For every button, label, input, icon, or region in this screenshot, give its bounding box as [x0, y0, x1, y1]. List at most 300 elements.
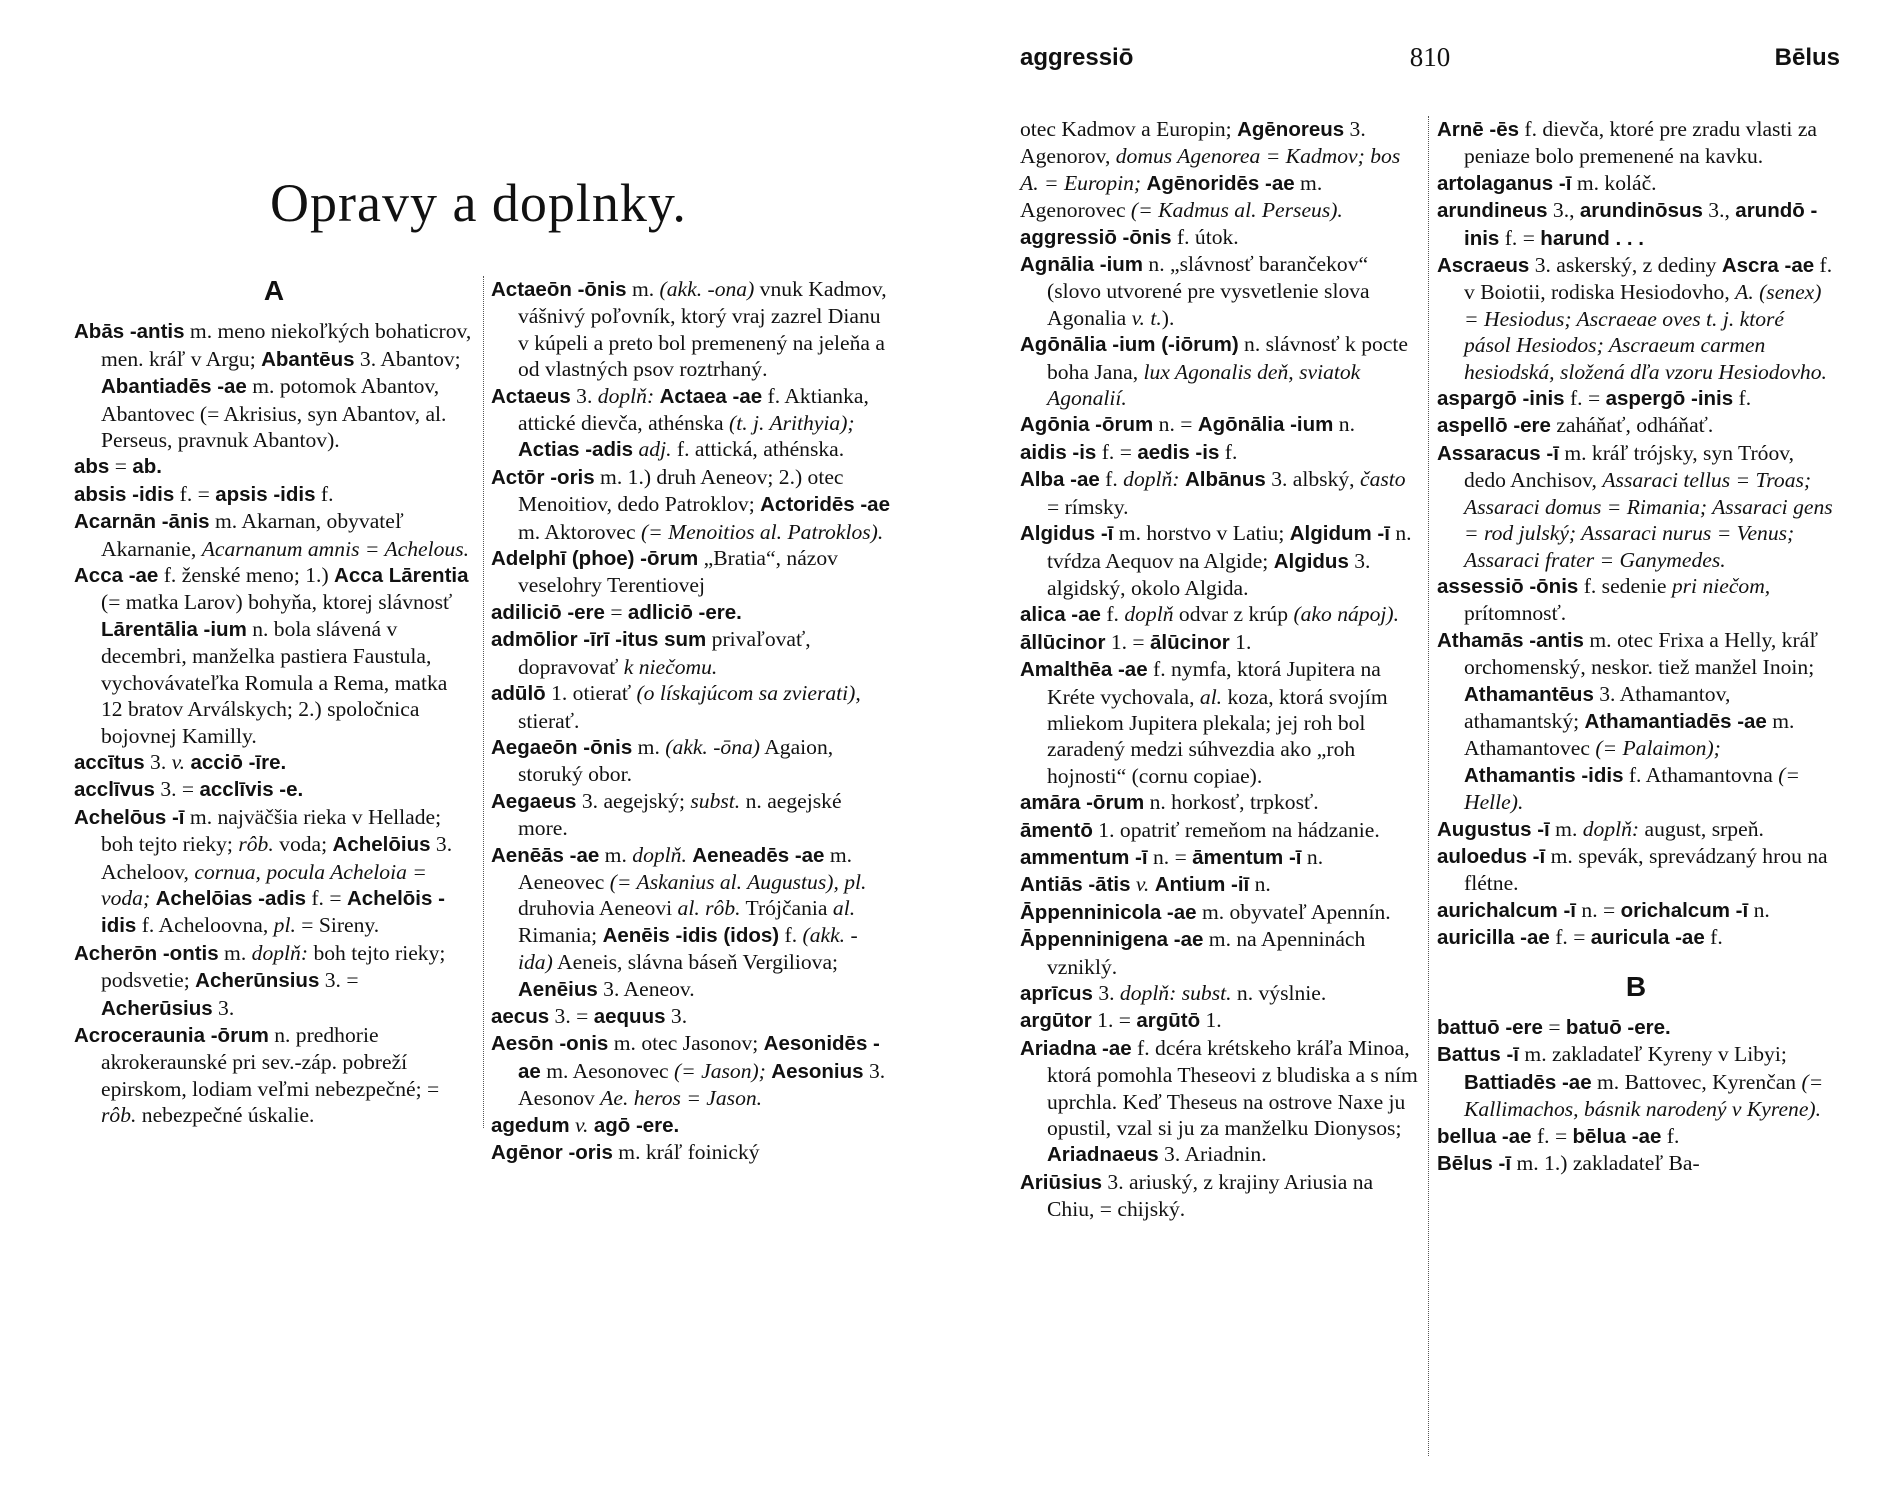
headword: Algidus -ī [1020, 522, 1114, 546]
headword: Aesonius [771, 1059, 864, 1083]
italic-gloss: (= Kallimachos, básnik narodený v Kyrene). [1464, 1069, 1824, 1122]
italic-gloss: v. [171, 749, 186, 774]
definition: = [109, 454, 133, 479]
dictionary-entry [74, 804, 474, 940]
headword: Adelphī (phoe) -ōrum [491, 547, 699, 571]
definition: = Sireny. [295, 913, 380, 938]
dictionary-entry [1020, 980, 1420, 1007]
headword: Agēnoreus [1237, 118, 1345, 141]
definition: m. 1.) druh Aeneov; 2.) otec Menoitiov, dedo Patroklov; [518, 464, 844, 517]
definition: august, srpeň. [1639, 816, 1764, 841]
headword: Agēnoridēs -ae [1146, 171, 1295, 195]
dictionary-entry [491, 788, 890, 842]
definition: 3. = [549, 1003, 594, 1028]
definition: m. zakladateľ Kyreny v Libyi; [1519, 1042, 1787, 1067]
dictionary-entry [491, 276, 890, 383]
definition: m. otec Frixa a Helly, kráľ orchomenský, neskor. tiež manžel Inoin; [1464, 627, 1818, 680]
definition: n. [1301, 844, 1324, 869]
headword: bellua -ae [1437, 1124, 1532, 1148]
definition: n. aegejské more. [518, 788, 842, 841]
column-divider [483, 276, 484, 1128]
definition: f. = [1096, 439, 1138, 464]
definition: 3. albský, [1265, 467, 1360, 492]
italic-gloss: (ako nápoj). [1293, 602, 1399, 627]
headword: Battus -ī [1437, 1043, 1519, 1067]
definition: f. [1733, 386, 1752, 411]
headword: Āppenninigena -ae [1020, 928, 1204, 952]
dictionary-entry [1020, 1035, 1420, 1169]
dictionary-entry [1437, 627, 1835, 816]
headword: Augustus -ī [1437, 817, 1550, 841]
definition: 3. Acheloov, [101, 832, 453, 884]
headword: aidis -is [1020, 440, 1097, 464]
definition: n. [1249, 872, 1271, 897]
dictionary-entry [1020, 251, 1420, 331]
italic-gloss: cornua, pocula Acheloia = voda; [101, 859, 427, 910]
italic-gloss: rôb. [101, 1103, 137, 1128]
dictionary-entry [1437, 924, 1835, 951]
italic-gloss: doplň. [632, 842, 687, 867]
dictionary-entry [1020, 817, 1420, 844]
italic-gloss: al. [832, 896, 856, 921]
headword: agō -ere. [593, 1113, 680, 1137]
dictionary-entry [1020, 789, 1420, 816]
running-head-last-word: Bēlus [1774, 44, 1840, 71]
definition: ). [1161, 305, 1175, 330]
headword: aequus [593, 1004, 666, 1028]
definition: f. ženské meno; 1.) [158, 563, 335, 588]
dictionary-entry [1020, 520, 1420, 601]
dictionary-entry [491, 680, 890, 734]
dictionary-entry [1437, 843, 1835, 897]
headword: aggressiō -ōnis [1020, 225, 1172, 249]
headword: Agōnālia -ium [1197, 413, 1334, 437]
headword: Abās -antis [74, 320, 185, 344]
headword: Lārentālia -ium [101, 617, 247, 641]
dictionary-entry [491, 734, 890, 788]
dictionary-entry [491, 842, 890, 1003]
italic-gloss: v. [575, 1112, 589, 1137]
definition: n. tvŕdza Aequov na Algide; [1047, 521, 1412, 573]
definition: m. meno niekoľkých bohaticrov, men. kráľ v Argu; [101, 319, 472, 371]
definition: (= matka Larov) bohyňa, ktorej slávnosť [101, 590, 453, 615]
definition: f. dcéra krétskeho kráľa Minoa, ktorá pomohla Theseovi z bludiska a s ním uprchla. Keď Theseus na ostrove Naxe ju opustil, vzal si ju za manželku Dionysos; [1047, 1035, 1418, 1141]
dictionary-entry [1437, 573, 1835, 627]
headword: Aegaeōn -ōnis [491, 735, 633, 759]
headword: Abantēus [261, 347, 355, 371]
running-head-first-word: aggressiō [1020, 44, 1134, 71]
headword: agedum [491, 1113, 570, 1137]
definition: 1. [1229, 629, 1252, 654]
headword: Battiadēs -ae [1464, 1070, 1592, 1094]
definition: m. kráľ foinický [612, 1140, 760, 1164]
headword: arundō -inis [1464, 199, 1818, 250]
definition: n. = [1576, 897, 1621, 922]
dictionary-entry [491, 464, 890, 545]
headword: ālūcinor [1150, 630, 1230, 654]
dictionary-entry [1437, 385, 1835, 412]
definition: n. výslnie. [1231, 981, 1327, 1005]
definition: zaháňať, odháňať. [1550, 413, 1714, 438]
definition: 3. [144, 749, 172, 774]
headword: acciō -īre. [190, 750, 287, 774]
definition: m. Aktorovec [518, 519, 641, 544]
headword: arundinōsus [1579, 199, 1703, 223]
dictionary-entry [491, 1030, 890, 1111]
headword: argūtor [1020, 1009, 1092, 1033]
definition: m. Athamantovec [1464, 708, 1795, 761]
headword: āmentum -ī [1192, 845, 1302, 869]
definition: koza, ktorá svojím mliekom Jupitera plekala; jej roh bol zaradený medzi súhvezdia ako „roh hojnosti“ (cornu copiae). [1047, 684, 1388, 788]
headword: Agōnia -ōrum [1020, 413, 1154, 437]
headword: bēlua -ae [1572, 1124, 1662, 1148]
definition: m. obyvateľ Apennín. [1196, 899, 1391, 924]
definition: m. 1.) zakladateľ Ba- [1511, 1151, 1700, 1176]
italic-gloss: doplň: [251, 940, 309, 965]
definition: 3. Agenorov, [1020, 117, 1366, 169]
definition: 3., [1702, 198, 1736, 223]
italic-gloss: (= Jason); [673, 1058, 766, 1083]
definition: 3. algidský, okolo Algida. [1047, 548, 1371, 600]
definition: f. [1704, 925, 1723, 950]
headword: apsis -idis [215, 482, 316, 506]
dictionary-entry [1437, 412, 1835, 439]
headword: Aesōn -onis [491, 1032, 609, 1056]
headword: Agōnālia -ium (-iōrum) [1020, 333, 1239, 357]
italic-gloss: doplň: [597, 383, 655, 408]
definition: n. bola slávená v decembri, manželka pastiera Faustula, vychovávateľka Romula a Rema, matka 12 bratov Arválskych; 2.) spoločnica bojovnej Kamilly. [101, 616, 448, 748]
dictionary-entry [1437, 252, 1835, 385]
italic-gloss: (= Kadmus al. Perseus). [1130, 198, 1343, 223]
definition: n. = [1147, 844, 1193, 869]
italic-gloss: doplň: subst. [1119, 981, 1232, 1005]
headword: aecus [491, 1004, 550, 1028]
headword: artolaganus -ī [1437, 171, 1572, 195]
headword: acclīvis -e. [199, 778, 304, 802]
dictionary-entry [1020, 224, 1420, 251]
definition: f. = [1564, 386, 1606, 411]
headword: harund . . . [1540, 226, 1644, 250]
definition: f. [1661, 1123, 1680, 1148]
definition: f. Aktianka, attické dievča, athénska [518, 383, 869, 436]
headword: Aegaeus [491, 789, 577, 813]
definition: Aeneis, slávna báseň Vergiliova; [552, 950, 839, 975]
headword: Assaracus -ī [1437, 441, 1559, 465]
dictionary-entry [1020, 1007, 1420, 1034]
headword: Acherūnsius [195, 969, 320, 993]
headword: Amalthēa -ae [1020, 658, 1148, 682]
definition: 3. [212, 995, 235, 1020]
headword: auricilla -ae [1437, 926, 1550, 950]
headword: Actias -adis [518, 438, 634, 462]
section-heading-a: A [263, 275, 285, 306]
headword: adūlō [491, 682, 546, 706]
headword: Aenēās -ae [491, 843, 600, 867]
definition: f. [1100, 602, 1125, 627]
headword: auloedus -ī [1437, 844, 1546, 868]
dictionary-entry [1020, 331, 1420, 411]
definition: druhovia Aeneovi [518, 896, 678, 921]
headword: Aenēius [518, 977, 598, 1001]
headword: accītus [74, 750, 145, 774]
headword: Actōr -oris [491, 465, 595, 489]
dictionary-entry [1437, 897, 1835, 924]
dictionary-entry [1437, 1014, 1835, 1041]
definition: m. potomok Abantov, Abantovec (= Akrisius, syn Abantov, al. Perseus, pravnuk Abantov). [101, 374, 447, 453]
right-column-2 [1437, 116, 1835, 1177]
definition: 3. Athamantov, athamantský; [1464, 681, 1731, 733]
headword: amāra -ōrum [1020, 791, 1145, 815]
definition: f. útok. [1171, 224, 1239, 249]
definition: n. „slávnosť barančekov“ (slovo utvorené pre vysvetlenie slova Agonalia [1047, 252, 1370, 330]
definition: n. = [1153, 412, 1198, 437]
dictionary-entry [491, 1112, 890, 1139]
headword: adiliciō -ere [491, 600, 605, 624]
definition: f. = [1531, 1123, 1573, 1148]
headword: Athamantēus [1464, 682, 1594, 706]
definition: n. predhorie akrokeraunské pri sev.-záp. pobreží epirskom, lodiam veľmi nebezpečné; = [101, 1022, 440, 1101]
dictionary-entry [1437, 440, 1835, 573]
definition: 3. Ariadnin. [1158, 1142, 1267, 1167]
dictionary-entry [1437, 116, 1835, 170]
dictionary-entry [491, 626, 890, 680]
headword: Agnālia -ium [1020, 253, 1144, 277]
definition: 1. otierať [545, 681, 637, 706]
dictionary-entry [74, 562, 474, 749]
headword: Algidus [1273, 549, 1349, 573]
definition: = [1542, 1015, 1566, 1039]
headword: argūtō [1136, 1009, 1201, 1033]
italic-gloss: lux Agonalis deň, sviatok Agonalií. [1047, 359, 1361, 411]
headword: Acca -ae [74, 564, 159, 588]
definition: f. Athamantovna [1623, 762, 1779, 787]
definition: 1. [1200, 1008, 1222, 1033]
definition: 3. = [319, 968, 359, 993]
definition: 3. aegejský; [576, 788, 691, 813]
headword: Ariadna -ae [1020, 1036, 1132, 1060]
headword: Aeneadēs -ae [692, 843, 825, 867]
headword: Acherūsius [101, 996, 213, 1020]
headword: aprīcus [1020, 982, 1093, 1005]
dictionary-entry [1020, 899, 1420, 926]
left-column-1 [74, 268, 474, 1129]
headword: Achelōis -idis [101, 886, 445, 938]
headword: Athamantiadēs -ae [1584, 709, 1767, 733]
definition: m. [626, 277, 660, 301]
page-number: 810 [1409, 42, 1451, 72]
headword: aspargō -inis [1437, 387, 1565, 411]
dictionary-entry [74, 508, 474, 562]
italic-gloss: (= Palaimon); [1595, 736, 1721, 761]
definition: f. [1099, 467, 1124, 492]
definition: 1. opatriť remeňom na hádzanie. [1092, 817, 1380, 842]
dictionary-entry-continued [1020, 116, 1420, 224]
dictionary-entry [491, 545, 890, 599]
definition: m. otec Jasonov; [608, 1031, 764, 1056]
definition: n. slávnosť k pocte boha Jana, [1047, 332, 1409, 384]
italic-gloss: pl. [273, 913, 296, 938]
dictionary-entry [1020, 656, 1420, 789]
headword: ab. [132, 455, 162, 479]
definition: m. Battovec, Kyrenčan [1591, 1069, 1802, 1094]
headword: Athamantis -idis [1464, 763, 1624, 787]
headword: Bēlus -ī [1437, 1152, 1512, 1176]
dictionary-entry [1437, 1041, 1835, 1122]
dictionary-entry [1437, 1123, 1835, 1150]
definition: 3. = [154, 777, 200, 802]
definition: m. spevák, sprevádzaný hrou na flétne. [1464, 843, 1828, 896]
headword: Aenēis -idis (idos) [602, 923, 780, 947]
definition: f. attická, athénska. [671, 437, 845, 462]
dictionary-entry [74, 481, 474, 508]
definition: 3. [570, 383, 598, 408]
headword: Ariadnaeus [1047, 1143, 1159, 1167]
headword: Actaeōn -ōnis [491, 278, 627, 301]
section-heading-b: B [1625, 970, 1647, 1002]
headword: Achelōius [332, 833, 431, 857]
headword: Algidum -ī [1289, 522, 1390, 546]
dictionary-entry [1020, 1169, 1420, 1223]
italic-gloss: (akk. -ida) [518, 922, 858, 975]
definition: f. = [1499, 225, 1541, 250]
right-page [990, 0, 1860, 1500]
definition: m. horstvo v Latiu; [1113, 521, 1290, 546]
headword: admōlior -īrī -itus sum [491, 628, 707, 652]
headword: Ascraeus [1437, 254, 1530, 278]
italic-gloss: k niečomu. [623, 654, 718, 679]
definition: f. [779, 922, 803, 947]
dictionary-entry [74, 940, 474, 1022]
italic-gloss: v. t. [1131, 305, 1162, 330]
headword: āllūcinor [1020, 630, 1106, 654]
definition: Agaion, storuký obor. [518, 734, 834, 787]
dictionary-entry [491, 1139, 890, 1166]
definition: m. najväčšia rieka v Hellade; boh tejto rieky; [101, 804, 442, 857]
italic-gloss: (= Menoitios al. Patroklos). [640, 519, 884, 544]
definition: 3. ariuský, z krajiny Ariusia na Chiu, = chijský. [1047, 1169, 1374, 1222]
definition: m. kráľ trójsky, syn Tróov, dedo Anchisov, [1464, 440, 1795, 493]
headword: Āppenninicola -ae [1020, 900, 1197, 924]
definition: 3. askerský, z dediny [1529, 253, 1722, 278]
headword: Acca Lārentia [334, 564, 469, 588]
dictionary-entry [1020, 411, 1420, 438]
italic-gloss: Assaraci tellus = Troas; Assaraci domus = Rimania; Assaraci gens = rod julský; Assaraci nurus = Venus; Assaraci frater = Ganymedes. [1464, 468, 1833, 572]
italic-gloss: doplň [1124, 602, 1174, 627]
dictionary-entry [1020, 871, 1420, 898]
definition: f. dievča, ktoré pre zradu vlasti za peniaze bolo premenené na kavku. [1464, 117, 1817, 169]
definition: vnuk Kadmov, vášnivý poľovník, ktorý vraj zazrel Dianu v kúpeli a preto bol premenený na jeleňa a od vlastných psov roztrhaný. [518, 277, 887, 382]
italic-gloss: pri niečom, [1671, 573, 1771, 598]
italic-gloss: domus Agenorea = Kadmov; bos A. = Europin; [1020, 144, 1401, 195]
italic-gloss: A. (senex) = Hesiodus; Ascraeae oves t. j. ktoré pásol Hesiodos; Ascraeum carmen hesiodská, složená dľa vzoru Hesiodovho. [1464, 280, 1827, 384]
definition: m. Agenorovec [1020, 170, 1323, 223]
definition: 3. [1092, 981, 1120, 1005]
headword: abs [74, 455, 110, 479]
italic-gloss: rôb. [238, 832, 274, 857]
italic-gloss: (= Askanius al. Augustus), pl. [609, 869, 867, 894]
italic-gloss: v. [1135, 872, 1150, 897]
dictionary-entry [1437, 170, 1835, 197]
left-page [0, 0, 940, 1500]
dictionary-entry [74, 1022, 474, 1129]
definition: m. [1549, 816, 1583, 841]
definition: Rimania; [518, 922, 603, 947]
definition: privaľovať, dopravovať [518, 627, 811, 679]
headword: Acroceraunia -ōrum [74, 1023, 269, 1047]
page-title: Opravy a doplnky. [270, 173, 687, 233]
left-column-2 [491, 276, 890, 1166]
definition: f. [1219, 439, 1238, 464]
italic-gloss: Acarnanum amnis = Achelous. [201, 536, 470, 561]
headword: Alba -ae [1020, 468, 1100, 492]
headword: ammentum -ī [1020, 845, 1148, 869]
definition: f. Acheloovna, [136, 913, 274, 938]
definition: otec Kadmov a Europin; [1020, 117, 1238, 141]
definition: 1. = [1091, 1008, 1137, 1033]
definition: voda; [273, 832, 333, 857]
definition: f. = [305, 885, 347, 910]
dictionary-entry [1437, 816, 1835, 843]
dictionary-entry [74, 453, 474, 480]
headword: Aesonidēs -ae [518, 1032, 880, 1083]
dictionary-entry [1020, 439, 1420, 466]
dictionary-entry [1437, 197, 1835, 252]
italic-gloss: (o lískajúcom sa zvierati), [636, 681, 861, 706]
dictionary-entry [491, 599, 890, 626]
headword: absis -idis [74, 482, 175, 506]
right-column-1 [1020, 116, 1420, 1223]
definition: odvar z krúp [1173, 602, 1294, 627]
definition: 3. Abantov; [354, 346, 461, 371]
dictionary-entry [1020, 601, 1420, 628]
definition: 1. = [1105, 629, 1151, 654]
headword: Achelōias -adis [155, 886, 306, 910]
italic-gloss: doplň: [1582, 816, 1640, 841]
headword: āmentō [1020, 818, 1093, 842]
definition: f. v Boiotii, rodiska Hesiodovho, [1464, 253, 1833, 305]
italic-gloss: Ae. heros = Jason. [600, 1086, 763, 1111]
dictionary-entry [74, 318, 474, 453]
italic-gloss: (akk. -ona) [659, 277, 755, 301]
headword: Actaea -ae [659, 384, 763, 408]
definition: „Bratia“, názov veselohry Terentiovej [518, 546, 838, 598]
headword: aurichalcum -ī [1437, 898, 1576, 922]
headword: aspergō -inis [1605, 387, 1734, 411]
headword: Antium -iī [1154, 873, 1250, 897]
definition: = rímsky. [1047, 494, 1129, 519]
dictionary-entry [74, 749, 474, 776]
definition: f. = [174, 481, 216, 506]
dictionary-entry [1020, 844, 1420, 871]
italic-gloss: subst. [690, 788, 741, 813]
definition: Trójčania [740, 896, 833, 921]
definition: n. [1748, 897, 1770, 922]
dictionary-entry [1020, 466, 1420, 520]
definition: 3. Aeneov. [597, 976, 695, 1001]
definition: f. = [1549, 925, 1591, 950]
definition: boh tejto rieky; podsvetie; [101, 940, 446, 993]
italic-gloss: (t. j. Arithyia); [729, 411, 855, 436]
definition: m. Aeneovec [518, 842, 853, 894]
headword: Acherōn -ontis [74, 941, 219, 965]
italic-gloss: al. rôb. [677, 896, 741, 921]
definition: m. [632, 734, 666, 759]
definition: f. nymfa, ktorá Jupitera na Kréte vychovala, [1047, 657, 1381, 709]
definition: n. horkosť, trpkosť. [1144, 790, 1319, 815]
definition: f. sedenie [1578, 573, 1672, 598]
definition: m. Akarnan, obyvateľ Akarnanie, [101, 509, 404, 561]
italic-gloss: doplň: [1123, 467, 1180, 492]
